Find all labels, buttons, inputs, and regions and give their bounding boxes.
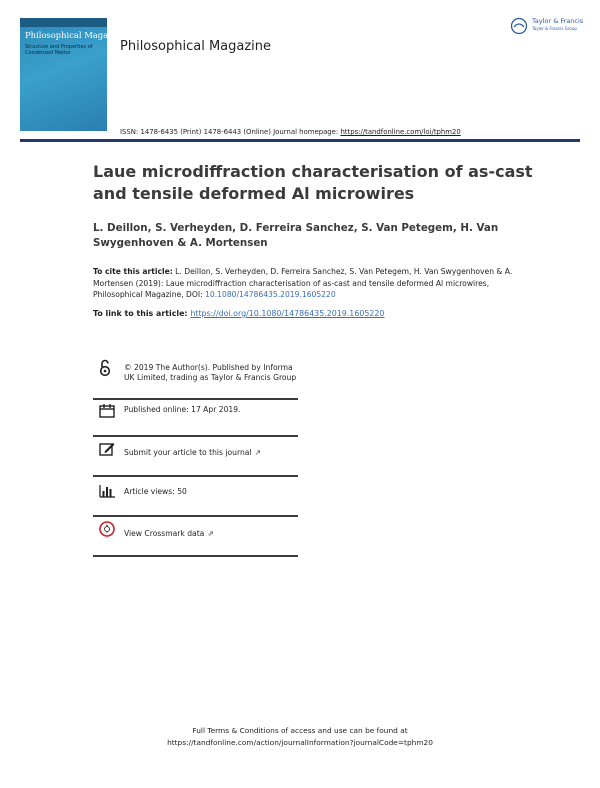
publisher-logo[interactable] bbox=[510, 17, 584, 37]
article-title: Laue microdiffraction characterisation of as-cast and tensile deformed Al microwires bbox=[93, 162, 533, 203]
edit-icon bbox=[99, 441, 115, 460]
article-views: Article views: 50 bbox=[124, 487, 187, 496]
published-row bbox=[93, 399, 298, 435]
publisher-subname: Taylor & Francis Group bbox=[532, 26, 577, 31]
article-doi-url[interactable]: https://doi.org/10.1080/14786435.2019.1605220 bbox=[190, 309, 385, 318]
info-divider bbox=[93, 555, 298, 557]
footer bbox=[0, 725, 600, 749]
bar-chart-icon bbox=[99, 483, 115, 502]
submit-article-link[interactable] bbox=[124, 448, 261, 458]
footer-journal-info-link[interactable]: https://tandfonline.com/action/journalInformation?journalCode=tphm20 bbox=[167, 738, 433, 747]
article-link-line bbox=[93, 309, 513, 318]
external-link-icon: ⇗ bbox=[207, 529, 214, 538]
citation-block bbox=[93, 266, 513, 301]
issn-text: ISSN: 1478-6435 (Print) 1478-6443 (Online) Journal homepage: bbox=[120, 128, 341, 136]
crossmark-icon bbox=[99, 521, 115, 543]
link-label: To link to this article: bbox=[93, 309, 191, 318]
journal-name[interactable]: Philosophical Magazine bbox=[120, 39, 272, 54]
citation-label: To cite this article: bbox=[93, 267, 173, 276]
license-text: © 2019 The Author(s). Published by Informa UK Limited, trading as Taylor & Francis Group bbox=[124, 363, 297, 382]
cover-subtitle: Structure and Properties of Condensed Matter bbox=[25, 44, 93, 56]
cover-title: Philosophical Magazine bbox=[25, 30, 126, 40]
views-row[interactable] bbox=[93, 477, 298, 515]
published-date: Published online: 17 Apr 2019. bbox=[124, 405, 241, 414]
external-link-icon: ↗ bbox=[254, 448, 261, 457]
submit-text: Submit your article to this journal bbox=[124, 448, 252, 457]
publisher-logo-icon bbox=[510, 17, 528, 35]
svg-text:•: • bbox=[106, 535, 108, 540]
submit-row[interactable] bbox=[93, 437, 298, 475]
header-divider bbox=[20, 139, 580, 142]
article-authors: L. Deillon, S. Verheyden, D. Ferreira Sanchez, S. Van Petegem, H. Van Swygenhoven & A. Mortensen bbox=[93, 222, 499, 249]
open-access-icon bbox=[99, 359, 111, 381]
crossmark-link[interactable] bbox=[124, 529, 214, 539]
footer-terms-text: Full Terms & Conditions of access and use can be found at bbox=[192, 726, 408, 735]
journal-homepage-link[interactable]: https://tandfonline.com/loi/tphm20 bbox=[340, 128, 461, 136]
calendar-icon bbox=[99, 403, 115, 422]
citation-text: L. Deillon, S. Verheyden, D. Ferreira Sanchez, S. Van Petegem, H. Van Swygenhoven & A. Mortensen (2019): Laue microdiffraction characterisation of as-cast and tensile deformed Al microwires, Philosophical Magazine, DOI: bbox=[93, 267, 513, 299]
cover-top-band bbox=[20, 18, 107, 27]
crossmark-text: View Crossmark data bbox=[124, 529, 205, 538]
journal-cover bbox=[20, 18, 126, 131]
crossmark-row[interactable] bbox=[93, 517, 298, 555]
publisher-name: Taylor & Francis bbox=[532, 17, 584, 25]
issn-line bbox=[120, 128, 461, 136]
doi-link[interactable]: 10.1080/14786435.2019.1605220 bbox=[205, 290, 336, 299]
license-row[interactable] bbox=[93, 358, 298, 398]
